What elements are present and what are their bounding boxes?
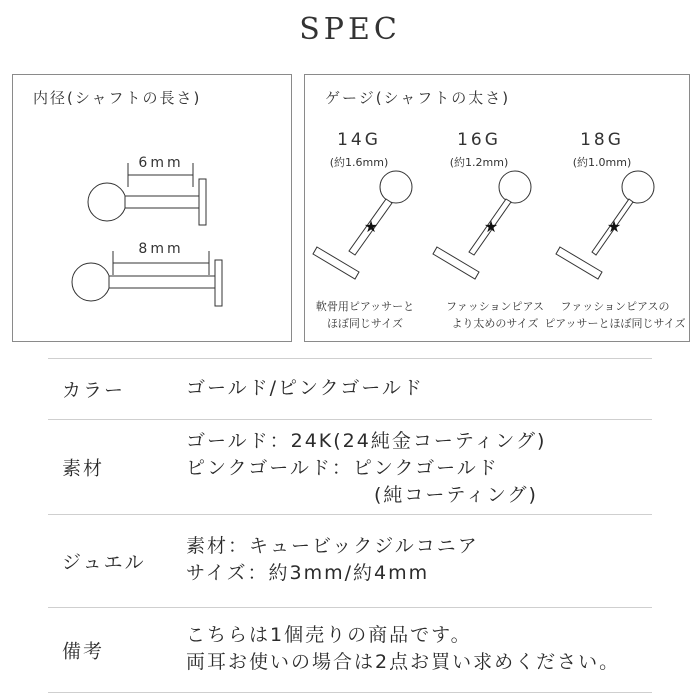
gauge-description-line2: より太めのサイズ: [451, 317, 539, 330]
short-piercing-illustration: [88, 155, 206, 225]
spec-row-notes: [48, 607, 652, 693]
gauge-description-line1: ファッションピアスの: [560, 300, 670, 313]
material-line-pinkgold: ピンクゴールド：ピンクゴールド: [186, 457, 499, 479]
material-line-coating: (純コーティング): [374, 484, 538, 506]
gauge-description-line1: ファッションピアス: [445, 300, 545, 313]
gauge-description-line2: ほぼ同じサイズ: [326, 317, 404, 330]
inner-diameter-diagram: [13, 75, 291, 341]
jewel-line-size: サイズ：約3mm/約4mm: [186, 562, 430, 584]
spec-row-material: [48, 419, 652, 514]
notes-value: [186, 622, 620, 676]
jewel-line-material: 素材：キュービックジルコニア: [186, 535, 479, 557]
gauge-description-line1: 軟骨用ピアッサーと: [315, 300, 415, 313]
color-label: カラー: [62, 379, 126, 402]
jewel-label: ジュエル: [62, 551, 146, 574]
material-line-gold: ゴールド：24K(24純金コーティング): [186, 430, 547, 452]
star-marker-icon: ★: [606, 217, 622, 236]
star-marker-icon: ★: [363, 217, 379, 236]
long-piercing-illustration: [72, 241, 222, 306]
star-marker-icon: ★: [483, 217, 499, 236]
gauge-label: 16G: [457, 130, 501, 150]
inner-diameter-heading: 内径(シャフトの長さ): [33, 89, 202, 107]
gauge-size-label: (約1.0mm): [572, 156, 632, 169]
material-label: 素材: [62, 457, 105, 480]
gauge-14g: [313, 130, 414, 330]
spec-row-color: [48, 358, 652, 419]
long-length-label: 8mm: [138, 241, 184, 257]
gauge-size-label: (約1.2mm): [449, 156, 509, 169]
gauge-heading: ゲージ(シャフトの太さ): [325, 89, 511, 107]
page-title: SPEC: [299, 12, 401, 47]
gauge-diagram: [305, 75, 689, 341]
notes-line-pair: 両耳お使いの場合は2点お買い求めください。: [186, 651, 621, 673]
material-value: [186, 428, 546, 509]
inner-diameter-panel: [12, 74, 292, 342]
gauge-size-label: (約1.6mm): [329, 156, 389, 169]
gauge-description-line2: ピアッサーとほぼ同じサイズ: [544, 317, 686, 330]
gauge-label: 14G: [337, 130, 381, 150]
gauge-label: 18G: [580, 130, 624, 150]
spec-table: [48, 358, 652, 693]
short-length-label: 6mm: [138, 155, 184, 171]
jewel-value: [186, 533, 479, 587]
spec-row-jewel: [48, 514, 652, 607]
gauge-18g: [544, 130, 685, 330]
gauge-panel: [304, 74, 690, 342]
color-value: ゴールド/ピンクゴールド: [186, 377, 424, 399]
notes-label: 備考: [62, 640, 105, 663]
gauge-16g: [433, 130, 544, 330]
notes-line-single: こちらは1個売りの商品です。: [186, 624, 472, 646]
